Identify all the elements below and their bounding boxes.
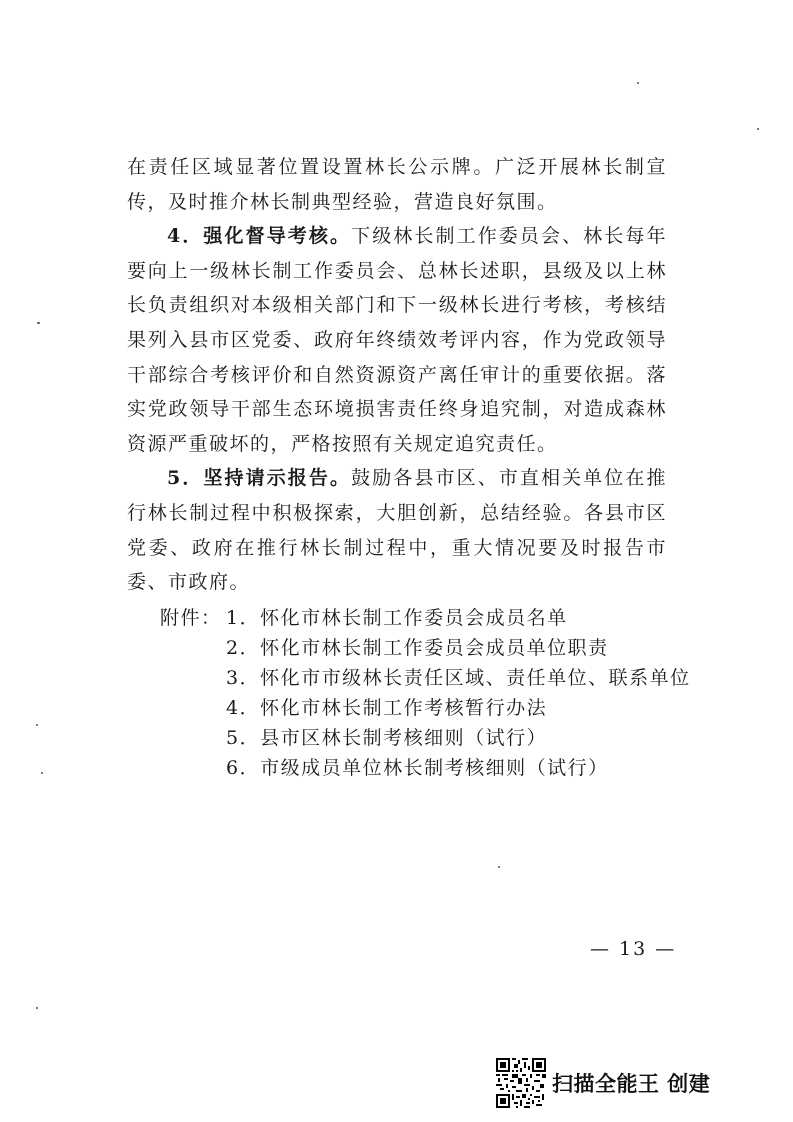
scan-speck [36,724,38,726]
scan-speck [37,322,40,324]
paragraph-heading: 5．坚持请示报告。 [167,467,352,490]
attachment-item: 5．县市区林长制考核细则（试行） [226,727,548,749]
watermark-text: 扫描全能王 创建 [552,1072,711,1096]
scanner-watermark [496,1058,710,1108]
paragraph-request-report [127,461,667,599]
attachment-row [160,603,691,633]
body-text [127,150,667,600]
attachments-label: 附件： [160,607,222,629]
attachment-item: 3．怀化市市级林长责任区域、责任单位、联系单位 [226,667,691,689]
attachment-item: 6．市级成员单位林长制考核细则（试行） [226,757,609,779]
attachment-item: 2．怀化市林长制工作委员会成员单位职责 [226,637,609,659]
scan-speck [41,772,43,774]
paragraph-heading: 4．强化督导考核。 [167,225,352,248]
scan-speck [637,82,639,84]
paragraph-continuation [127,150,667,219]
paragraph-supervision-assessment [127,219,667,461]
paragraph-text: 在责任区域显著位置设置林长公示牌。广泛开展林长制宣传，及时推介林长制典型经验，营造良好氛围。 [127,156,667,213]
attachment-item: 1．怀化市林长制工作委员会成员名单 [226,607,568,629]
paragraph-text: 鼓励各县市区、市直相关单位在推行林长制过程中积极探索，大胆创新，总结经验。各县市区党委、政府在推行林长制过程中，重大情况要及时报告市委、市政府。 [127,467,667,594]
scan-speck [498,866,500,868]
page-number: — 13 — [590,938,677,960]
attachment-item: 4．怀化市林长制工作考核暂行办法 [226,697,548,719]
scan-speck [757,128,759,130]
qr-code-icon [496,1058,546,1108]
paragraph-text: 下级林长制工作委员会、林长每年要向上一级林长制工作委员会、总林长述职，县级及以上林长负责组织对本级相关部门和下一级林长进行考核，考核结果列入县市区党委、政府年终绩效考评内容，作为党政领导干部综合考核评价和自然资源资产离任审计的重要依据。落实党政领导干部生态环境损害责任终身追究制，对造成森林资源严重破坏的，严格按照有关规定追究责任。 [127,225,667,455]
scan-speck [36,1007,38,1009]
attachments-list [160,603,691,783]
